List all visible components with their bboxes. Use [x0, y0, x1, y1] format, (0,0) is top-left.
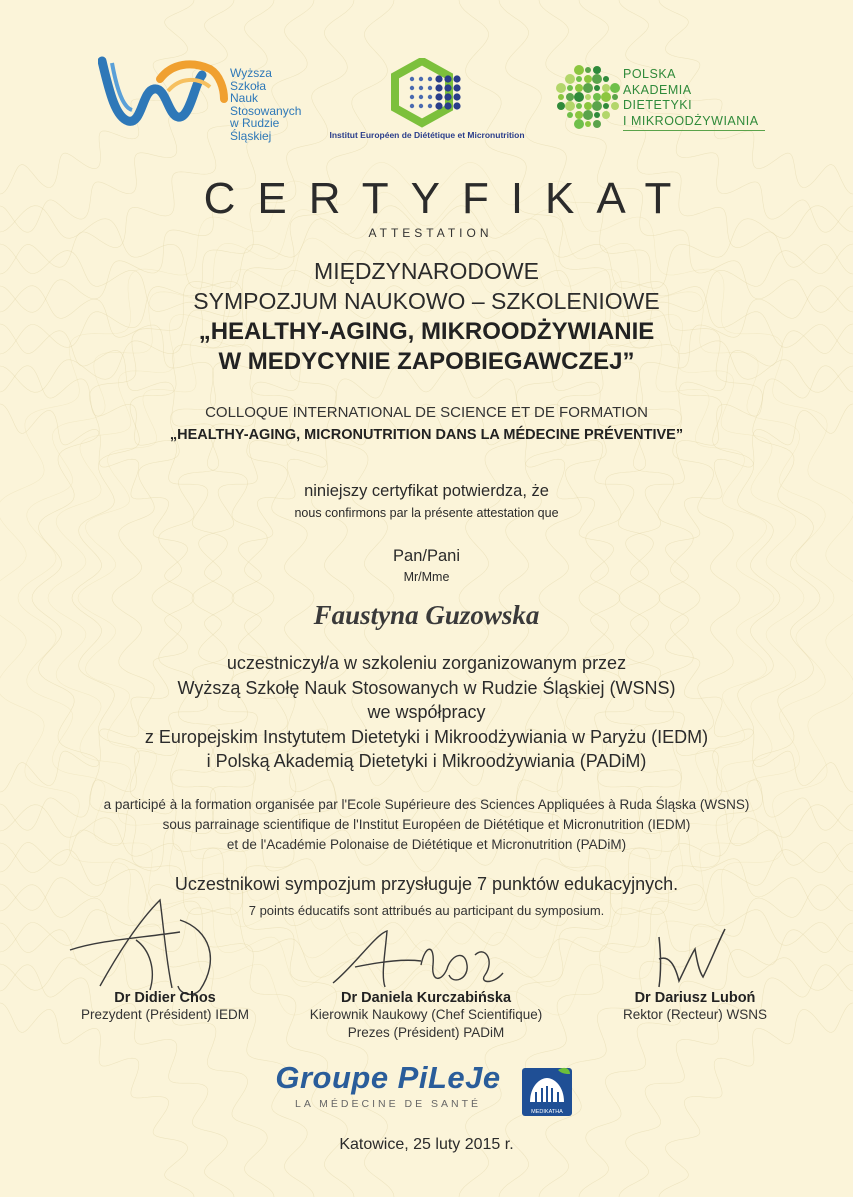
certificate-subtitle: ATTESTATION [368, 226, 493, 240]
padim-dot [592, 101, 602, 111]
signatory-role: Prezes (Président) PADiM [347, 1025, 505, 1040]
padim-dot [567, 85, 573, 91]
iedm-dot [435, 84, 442, 91]
padim-dot [575, 84, 583, 92]
iedm-dot [453, 93, 460, 100]
padim-line: AKADEMIA [623, 82, 692, 97]
padim-dot [592, 74, 602, 84]
points-text-fr: 7 points éducatifs sont attribués au participant du symposium. [248, 903, 605, 918]
confirm-text-pl: niniejszy certyfikat potwierdza, że [304, 482, 549, 500]
iedm-dot [428, 95, 432, 99]
padim-dot [611, 102, 619, 110]
padim-dot [576, 103, 582, 109]
padim-dot [556, 83, 566, 93]
iedm-dot [444, 84, 451, 91]
padim-line: I MIKROODŻYWIANIA [623, 113, 759, 128]
signature-chos [60, 890, 230, 1000]
padim-dot [594, 85, 600, 91]
padim-dot [567, 112, 573, 118]
pileje-brand: Groupe PiLeJe [275, 1060, 501, 1095]
participation-fr-line: sous parrainage scientifique de l'Institut Européen de Diététique et Micronutrition (IEDM) [162, 817, 691, 832]
signatory-role: Kierownik Naukowy (Chef Scientifique) [309, 1007, 543, 1022]
iedm-dot [435, 102, 442, 109]
padim-dot [565, 74, 575, 84]
padim-dot [565, 101, 575, 111]
iedm-dot [444, 93, 451, 100]
iedm-logo [322, 58, 532, 148]
signatory-name: Dr Dariusz Luboń [634, 990, 756, 1006]
padim-logo-text [623, 67, 759, 129]
medikatha-logo-icon [520, 1064, 574, 1118]
medikatha-label: MEDIKATHA [531, 1109, 563, 1115]
padim-dot [594, 112, 600, 118]
padim-dot [575, 111, 583, 119]
padim-dot [610, 83, 620, 93]
points-text-pl: Uczestnikowi sympozjum przysługuje 7 punktów edukacyjnych. [174, 874, 679, 894]
padim-dot [585, 94, 591, 100]
iedm-dot [419, 95, 423, 99]
place-date: Katowice, 25 luty 2015 r. [339, 1136, 514, 1153]
padim-dot [558, 94, 564, 100]
pileje-logo [258, 1060, 518, 1110]
padim-dot [574, 65, 584, 75]
event-theme-fr: „HEALTHY-AGING, MICRONUTRITION DANS LA MÉDECINE PRÉVENTIVE” [169, 427, 684, 443]
participation-pl [0, 651, 853, 774]
iedm-dot [410, 77, 414, 81]
participation-fr-line: a participé à la formation organisée par l'Ecole Supérieure des Sciences Appliquées à Ruda Śląska (WSNS) [103, 797, 750, 812]
iedm-dot [444, 75, 451, 82]
iedm-dot [419, 86, 423, 90]
confirm-text-fr: nous confirmons par la présente attestation que [294, 506, 559, 520]
wsns-line: Wyższa [230, 66, 272, 80]
iedm-dot [428, 77, 432, 81]
padim-dot [566, 93, 574, 101]
iedm-dot [453, 75, 460, 82]
padim-dot [557, 102, 565, 110]
event-name-pl-line1: MIĘDZYNARODOWE [314, 258, 539, 284]
iedm-dot [410, 104, 414, 108]
padim-underline [623, 130, 765, 131]
iedm-dot [453, 102, 460, 109]
signatory-chos [45, 990, 285, 1024]
certificate-title: CERTYFIKAT [203, 174, 694, 223]
salutation-fr: Mr/Mme [403, 570, 450, 584]
participation-fr [0, 795, 853, 855]
iedm-dot [428, 104, 432, 108]
iedm-dot [444, 102, 451, 109]
iedm-dot [410, 95, 414, 99]
event-name-pl [0, 256, 853, 316]
padim-dot [585, 67, 591, 73]
participation-pl-line: Wyższą Szkołę Nauk Stosowanych w Rudzie Śląskiej (WSNS) [177, 677, 676, 698]
wsns-line: Nauk [230, 91, 259, 105]
iedm-dot [453, 84, 460, 91]
signatory-name: Dr Didier Chos [114, 990, 216, 1006]
padim-emblem-icon [553, 62, 621, 134]
padim-dot [574, 119, 584, 129]
padim-dot [602, 111, 610, 119]
padim-dot [576, 76, 582, 82]
iedm-dot [435, 75, 442, 82]
padim-logo [553, 62, 773, 137]
iedm-dot [419, 104, 423, 108]
event-theme-pl-line2: W MEDYCYNIE ZAPOBIEGAWCZEJ” [218, 348, 635, 375]
wsns-emblem-icon [98, 55, 228, 140]
wsns-line: Stosowanych [230, 103, 302, 118]
padim-dot [603, 103, 609, 109]
padim-dot [584, 102, 592, 110]
participation-pl-line: uczestniczył/a w szkoleniu zorganizowanym przez [226, 653, 627, 673]
event-name-pl-line2: SYMPOZJUM NAUKOWO – SZKOLENIOWE [193, 288, 660, 314]
signatory-role: Prezydent (Président) IEDM [80, 1007, 250, 1022]
iedm-name: Institut Européen de Diététique et Micronutrition [329, 130, 525, 140]
signatory-lubon [580, 990, 810, 1024]
padim-dot [574, 92, 584, 102]
recipient-name: Faustyna Guzowska [313, 600, 540, 630]
iedm-dot [419, 77, 423, 81]
padim-dot [593, 66, 601, 74]
wsns-line: Szkoła [230, 78, 267, 93]
signatory-role: Rektor (Recteur) WSNS [622, 1007, 768, 1022]
padim-dot [603, 76, 609, 82]
padim-dot [602, 84, 610, 92]
participation-pl-line: we współpracy [367, 702, 486, 722]
signatory-name: Dr Daniela Kurczabińska [340, 990, 512, 1006]
padim-dot [583, 83, 593, 93]
padim-dot [601, 92, 611, 102]
iedm-dot [410, 86, 414, 90]
signature-lubon [645, 925, 735, 995]
signatory-kurczabinska [286, 990, 566, 1042]
padim-dot [593, 93, 601, 101]
wsns-line: w Rudzie Śląskiej [230, 116, 280, 143]
padim-line: DIETETYKI [623, 98, 693, 112]
participation-pl-line: z Europejskim Instytutem Dietetyki i Mikroodżywiania w Paryżu (IEDM) [144, 726, 709, 747]
iedm-emblem-icon [322, 58, 532, 128]
padim-line: POLSKA [623, 67, 677, 81]
event-theme-pl-line1: „HEALTHY-AGING, MIKROODŻYWIANIE [198, 318, 655, 345]
padim-dot [585, 121, 591, 127]
padim-dot [583, 110, 593, 120]
event-name-fr: COLLOQUE INTERNATIONAL DE SCIENCE ET DE FORMATION [205, 404, 648, 421]
wsns-logo-text [230, 67, 301, 142]
participation-fr-line: et de l'Académie Polonaise de Diététique et Micronutrition (PADiM) [226, 837, 627, 852]
pileje-tagline: LA MÉDECINE DE SANTÉ [294, 1098, 482, 1110]
padim-dot [584, 75, 592, 83]
iedm-dot [435, 93, 442, 100]
padim-dot [612, 94, 618, 100]
event-theme-pl [0, 317, 853, 377]
padim-dot [593, 120, 601, 128]
salutation-pl: Pan/Pani [393, 547, 460, 565]
signature-kurczabinska [325, 925, 515, 995]
wsns-logo [98, 55, 302, 145]
iedm-dot [428, 86, 432, 90]
participation-pl-line: i Polską Akademią Dietetyki i Mikroodżywiania (PADiM) [206, 751, 647, 771]
